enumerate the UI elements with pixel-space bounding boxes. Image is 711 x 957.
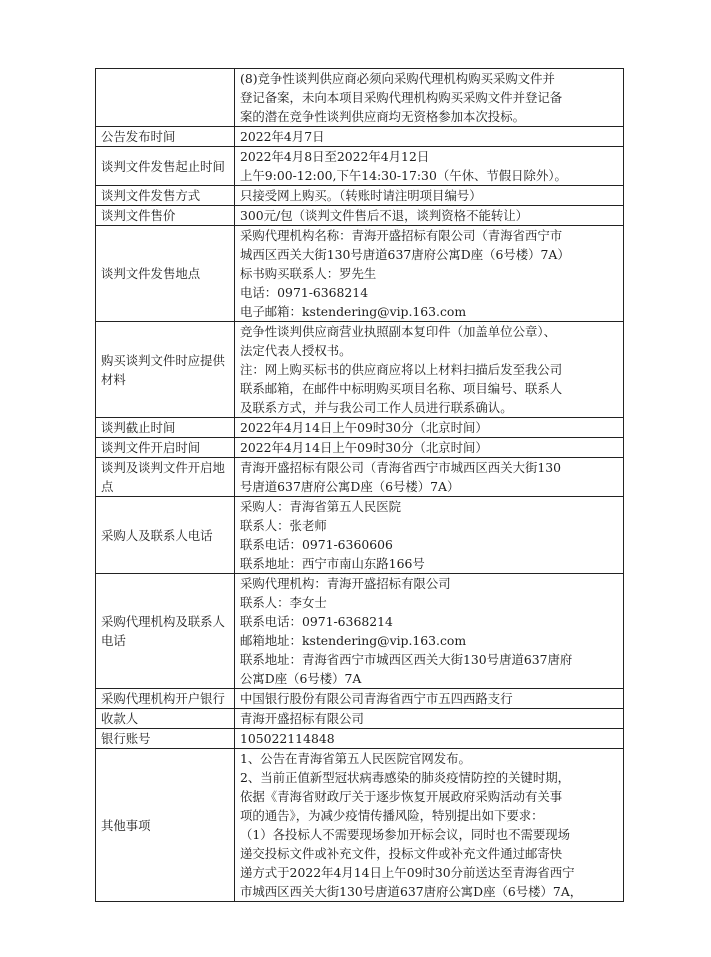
value-line: 105022114848: [240, 731, 335, 746]
row-label: 谈判文件发售地点: [96, 226, 235, 322]
table-row: [96, 574, 624, 689]
value-line: 1、公告在青海省第五人民医院官网发布。: [240, 751, 471, 766]
value-line: 联系邮箱，在邮件中标明购买项目名称、项目编号、联系人: [240, 381, 563, 396]
value-line: 采购代理机构：青海开盛招标有限公司: [240, 576, 451, 591]
value-line: （1）各投标人不需要现场参加开标会议，同时也不需要现场: [240, 827, 571, 842]
value-line: 及联系方式，并与我公司工作人员进行联系确认。: [240, 400, 513, 415]
row-label: 谈判文件发售起止时间: [96, 147, 235, 186]
value-line: 公寓D座（6号楼）7A: [240, 671, 362, 686]
row-label: 收款人: [96, 709, 235, 729]
value-line: 城西区西关大街130号唐道637唐府公寓D座（6号楼）7A）: [240, 247, 570, 262]
row-label: 采购代理机构及联系人电话: [96, 574, 235, 689]
announcement-table: [95, 68, 624, 902]
value-line: 项的通告》，为减少疫情传播风险，特别提出如下要求：: [240, 808, 544, 823]
row-value: [235, 147, 624, 186]
table-row: [96, 418, 624, 438]
row-value: [235, 438, 624, 458]
value-line: 上午9:00-12:00,下午14:30-17:30（午休、节假日除外）。: [240, 168, 567, 183]
table-row: [96, 749, 624, 902]
table-row: [96, 689, 624, 709]
row-label: 谈判文件售价: [96, 206, 235, 226]
value-line: 2、当前正值新型冠状病毒感染的肺炎疫情防控的关键时期，: [240, 770, 571, 785]
row-label: 采购代理机构开户银行: [96, 689, 235, 709]
value-line: 标书购买联系人：罗先生: [240, 266, 377, 281]
row-value: [235, 226, 624, 322]
row-label: [96, 69, 235, 127]
value-line: 电子邮箱：kstendering@vip.163.com: [240, 304, 467, 319]
value-line: 采购人：青海省第五人民医院: [240, 499, 402, 514]
row-value: [235, 689, 624, 709]
row-label: 公告发布时间: [96, 127, 235, 147]
table-row: [96, 147, 624, 186]
table-row: [96, 729, 624, 749]
value-line: 注：网上购买标书的供应商应将以上材料扫描后发至我公司: [240, 362, 563, 377]
row-value: [235, 458, 624, 497]
row-value: [235, 418, 624, 438]
table-row: [96, 438, 624, 458]
table-row: [96, 709, 624, 729]
value-line: 采购代理机构名称：青海开盛招标有限公司（青海省西宁市: [240, 228, 563, 243]
value-line: 联系人：李女士: [240, 595, 327, 610]
row-value: [235, 574, 624, 689]
value-line: 300元/包（谈判文件售后不退，谈判资格不能转让）: [240, 208, 529, 223]
table-row: [96, 206, 624, 226]
row-value: [235, 206, 624, 226]
row-label: 购买谈判文件时应提供材料: [96, 322, 235, 418]
table-row: [96, 127, 624, 147]
table-row: [96, 69, 624, 127]
row-value: [235, 186, 624, 206]
value-line: 联系地址：西宁市南山东路166号: [240, 556, 425, 571]
table-row: [96, 497, 624, 574]
value-line: 依据《青海省财政厅关于逐步恢复开展政府采购活动有关事: [240, 789, 563, 804]
value-line: 青海开盛招标有限公司（青海省西宁市城西区西关大街130: [240, 460, 562, 475]
value-line: 案的潜在竞争性谈判供应商均无资格参加本次投标。: [240, 109, 525, 124]
value-line: 2022年4月7日: [240, 129, 325, 144]
value-line: 联系电话：0971-6368214: [240, 614, 393, 629]
row-value: [235, 749, 624, 902]
value-line: 只接受网上购买。（转账时请注明项目编号）: [240, 188, 482, 203]
row-label: 谈判文件发售方式: [96, 186, 235, 206]
table-row: [96, 322, 624, 418]
value-line: 邮箱地址：kstendering@vip.163.com: [240, 633, 467, 648]
value-line: 2022年4月14日上午09时30分（北京时间）: [240, 420, 488, 435]
row-label: 谈判及谈判文件开启地点: [96, 458, 235, 497]
row-label: 谈判文件开启时间: [96, 438, 235, 458]
value-line: 2022年4月8日至2022年4月12日: [240, 149, 430, 164]
value-line: 联系人：张老师: [240, 518, 327, 533]
table-row: [96, 186, 624, 206]
row-label: 银行账号: [96, 729, 235, 749]
row-value: [235, 497, 624, 574]
value-line: 2022年4月14日上午09时30分（北京时间）: [240, 440, 488, 455]
row-value: [235, 322, 624, 418]
value-line: 竞争性谈判供应商营业执照副本复印件（加盖单位公章）、: [240, 324, 556, 339]
announcement-table-wrapper: [95, 68, 623, 902]
row-label: 采购人及联系人电话: [96, 497, 235, 574]
value-line: 号唐道637唐府公寓D座（6号楼）7A）: [240, 479, 460, 494]
value-line: 市城西区西关大街130号唐道637唐府公寓D座（6号楼）7A，: [240, 884, 583, 899]
row-value: [235, 709, 624, 729]
row-label: 其他事项: [96, 749, 235, 902]
value-line: 中国银行股份有限公司青海省西宁市五四西路支行: [240, 691, 513, 706]
value-line: 法定代表人授权书。: [240, 343, 352, 358]
table-row: [96, 458, 624, 497]
row-label: 谈判截止时间: [96, 418, 235, 438]
value-line: 联系电话：0971-6360606: [240, 537, 393, 552]
table-row: [96, 226, 624, 322]
value-line: 递交投标文件或补充文件，投标文件或补充文件通过邮寄快: [240, 846, 563, 861]
value-line: 联系地址：青海省西宁市城西区西关大街130号唐道637唐府: [240, 652, 573, 667]
value-line: 登记备案，未向本项目采购代理机构购买采购文件并登记备: [240, 90, 563, 105]
row-value: [235, 729, 624, 749]
value-line: 青海开盛招标有限公司: [240, 711, 364, 726]
row-value: [235, 127, 624, 147]
row-value: [235, 69, 624, 127]
value-line: 电话：0971-6368214: [240, 285, 369, 300]
value-line: 递方式于2022年4月14日上午09时30分前送达至青海省西宁: [240, 865, 575, 880]
value-line: (8)竞争性谈判供应商必须向采购代理机构购买采购文件并: [240, 71, 555, 86]
